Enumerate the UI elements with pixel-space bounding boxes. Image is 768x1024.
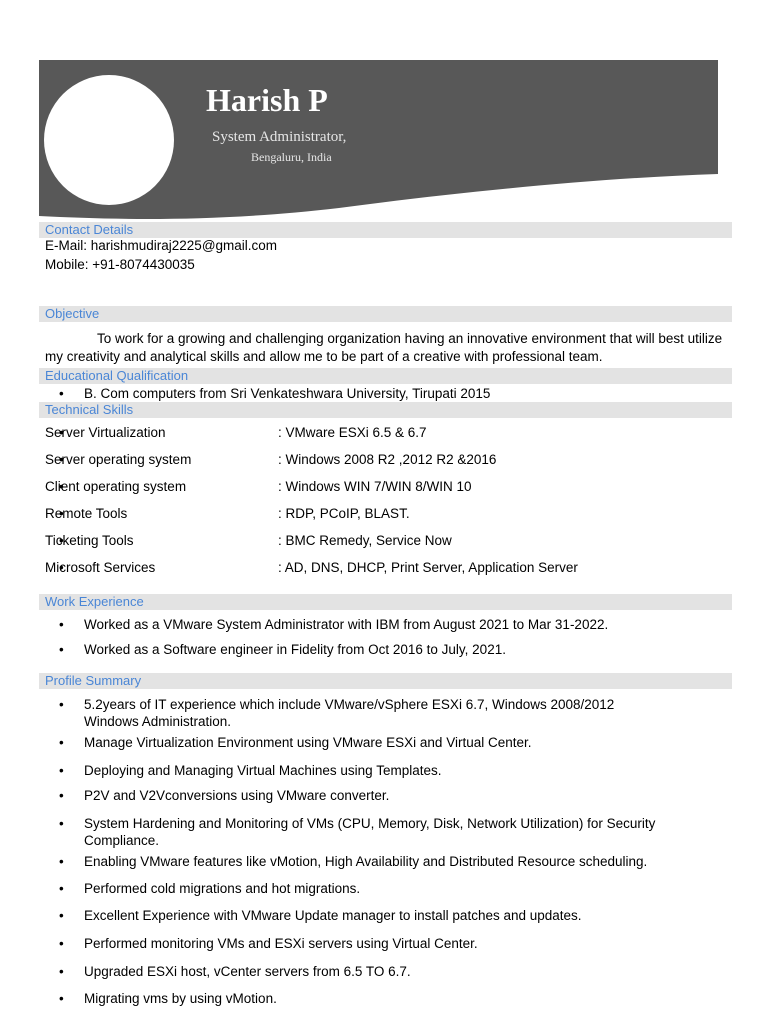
skill-row bbox=[45, 451, 725, 478]
experience-list bbox=[45, 616, 725, 658]
skill-value: : BMC Remedy, Service Now bbox=[278, 533, 452, 548]
contact-email: E-Mail: harishmudiraj2225@gmail.com bbox=[45, 238, 278, 253]
skill-row bbox=[45, 505, 725, 532]
profile-list bbox=[45, 696, 656, 1007]
list-item: • P2V and V2Vconversions using VMware converter. bbox=[45, 787, 645, 804]
skill-row bbox=[45, 559, 725, 586]
list-item: • Worked as a VMware System Administrator with IBM from August 2021 to Mar 31-2022. bbox=[45, 616, 725, 633]
list-item: • 5.2years of IT experience which include VMware/vSphere ESXi 6.7, Windows 2008/2012 Windows Administration. bbox=[45, 696, 645, 730]
skill-row bbox=[45, 478, 725, 505]
section-heading: Contact Details bbox=[45, 222, 134, 237]
skill-name: • Ticketing Tools bbox=[45, 533, 134, 548]
candidate-location: Bengaluru, India bbox=[251, 150, 332, 164]
candidate-name: Harish P bbox=[206, 82, 328, 118]
skill-value: : VMware ESXi 6.5 & 6.7 bbox=[278, 425, 427, 440]
skill-value: : RDP, PCoIP, BLAST. bbox=[278, 506, 410, 521]
skill-name: • Client operating system bbox=[45, 479, 187, 494]
skill-value: : Windows WIN 7/WIN 8/WIN 10 bbox=[278, 479, 472, 494]
section-experience bbox=[39, 594, 732, 610]
list-item: • Enabling VMware features like vMotion, High Availability and Distributed Resource scheduling. bbox=[45, 853, 724, 870]
skill-row bbox=[45, 532, 725, 559]
list-item: • Excellent Experience with VMware Update manager to install patches and updates. bbox=[45, 907, 645, 924]
skill-name: • Microsoft Services bbox=[45, 560, 156, 575]
skill-name: • Remote Tools bbox=[45, 506, 128, 521]
section-skills bbox=[39, 402, 732, 418]
section-profile bbox=[39, 673, 732, 689]
contact-mobile: Mobile: +91-8074430035 bbox=[45, 257, 195, 272]
list-item: • Performed cold migrations and hot migrations. bbox=[45, 880, 645, 897]
skill-name: • Server Virtualization bbox=[45, 425, 166, 440]
skill-value: : AD, DNS, DHCP, Print Server, Application Server bbox=[278, 560, 578, 575]
profile-photo-placeholder bbox=[44, 75, 174, 205]
skills-list bbox=[45, 424, 725, 586]
candidate-title: System Administrator, bbox=[212, 129, 347, 145]
section-education bbox=[39, 368, 732, 384]
list-item: • System Hardening and Monitoring of VMs (CPU, Memory, Disk, Network Utilization) for Security Compliance. bbox=[45, 815, 704, 849]
skill-value: : Windows 2008 R2 ,2012 R2 &2016 bbox=[278, 452, 497, 467]
section-heading: Objective bbox=[45, 306, 100, 321]
list-item: • Deploying and Managing Virtual Machines using Templates. bbox=[45, 762, 645, 779]
list-item: • B. Com computers from Sri Venkateshwara University, Tirupati 2015 bbox=[45, 385, 725, 402]
skill-name: • Server operating system bbox=[45, 452, 192, 467]
section-heading: Educational Qualification bbox=[45, 368, 189, 383]
list-item: • Manage Virtualization Environment using VMware ESXi and Virtual Center. bbox=[45, 734, 645, 751]
list-item: • Worked as a Software engineer in Fidelity from Oct 2016 to July, 2021. bbox=[45, 641, 725, 658]
list-item: • Migrating vms by using vMotion. bbox=[45, 990, 645, 1007]
education-list bbox=[45, 385, 725, 402]
section-heading: Profile Summary bbox=[45, 673, 142, 688]
section-contact bbox=[39, 222, 732, 238]
section-heading: Work Experience bbox=[45, 594, 144, 609]
objective-text: To work for a growing and challenging organization having an innovative environment that will best utilize my creativity and analytical skills and allow me to be part of a creative with professional team. bbox=[45, 331, 723, 364]
section-heading: Technical Skills bbox=[45, 402, 134, 417]
section-objective bbox=[39, 306, 732, 322]
skill-row bbox=[45, 424, 725, 451]
list-item: • Performed monitoring VMs and ESXi servers using Virtual Center. bbox=[45, 935, 645, 952]
list-item: • Upgraded ESXi host, vCenter servers from 6.5 TO 6.7. bbox=[45, 963, 645, 980]
